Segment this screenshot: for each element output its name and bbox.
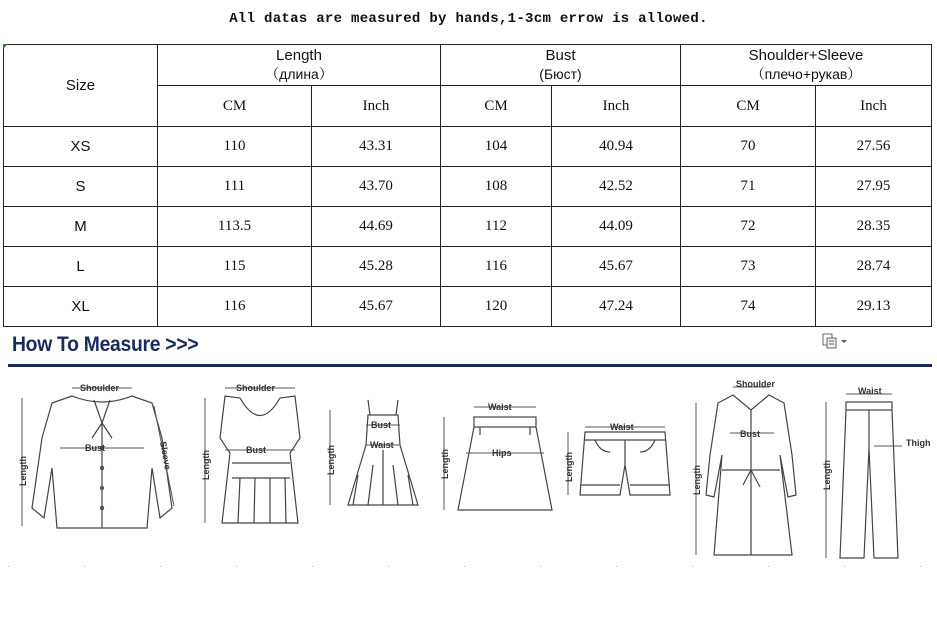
size-cell: XS	[4, 127, 158, 167]
tank-top-diagram	[190, 378, 310, 543]
bust-label: Bust	[246, 445, 266, 455]
length-label: Length	[18, 456, 28, 486]
value-cell: 44.69	[312, 207, 441, 247]
shoulder-label: Shoulder	[80, 383, 120, 393]
value-cell: 113.5	[158, 207, 312, 247]
length-label: Length	[201, 450, 211, 480]
bust-label: Bust	[85, 443, 105, 453]
length-subtitle: （длина）	[265, 66, 333, 82]
shoulder-sleeve-group-header	[681, 45, 932, 86]
dotted-guide	[8, 566, 932, 567]
value-cell: 45.67	[312, 287, 441, 327]
table-row	[4, 247, 932, 287]
value-cell: 47.24	[552, 287, 681, 327]
shoulder-label: Shoulder	[236, 383, 276, 393]
value-cell: 70	[681, 127, 816, 167]
table-row	[4, 127, 932, 167]
table-row	[4, 207, 932, 247]
trousers-diagram	[818, 378, 936, 573]
measurement-notice: All datas are measured by hands,1-3cm errow is allowed.	[229, 11, 708, 27]
value-cell: 28.35	[816, 207, 932, 247]
length-label: Length	[564, 452, 574, 482]
shoulder-sleeve-title: Shoulder+Sleeve	[748, 47, 864, 64]
unit-header: CM	[681, 86, 816, 127]
unit-header: Inch	[816, 86, 932, 127]
skirt-diagram	[436, 395, 556, 525]
length-label: Length	[326, 445, 336, 475]
value-cell: 43.70	[312, 167, 441, 207]
value-cell: 43.31	[312, 127, 441, 167]
bust-group-header	[441, 45, 681, 86]
value-cell: 104	[441, 127, 552, 167]
bust-subtitle: (Бюст)	[539, 66, 582, 82]
value-cell: 40.94	[552, 127, 681, 167]
value-cell: 115	[158, 247, 312, 287]
shoulder-label: Shoulder	[736, 379, 776, 389]
length-label: Length	[692, 465, 702, 495]
value-cell: 116	[158, 287, 312, 327]
value-cell: 27.56	[816, 127, 932, 167]
value-cell: 112	[441, 207, 552, 247]
section-divider	[8, 364, 932, 367]
value-cell: 116	[441, 247, 552, 287]
value-cell: 27.95	[816, 167, 932, 207]
waist-label: Waist	[858, 386, 882, 396]
waist-label: Waist	[610, 422, 634, 432]
dress-diagram	[318, 395, 433, 525]
value-cell: 45.28	[312, 247, 441, 287]
value-cell: 111	[158, 167, 312, 207]
value-cell: 28.74	[816, 247, 932, 287]
length-label: Length	[440, 449, 450, 479]
sleeve-label: Sleeve	[158, 440, 173, 471]
cell-corner-marker	[3, 44, 8, 49]
shoulder-sleeve-subtitle: （плечо+рукав）	[750, 66, 862, 82]
value-cell: 73	[681, 247, 816, 287]
bust-label: Bust	[371, 420, 391, 430]
table-row	[4, 287, 932, 327]
waist-label: Waist	[370, 440, 394, 450]
value-cell: 120	[441, 287, 552, 327]
value-cell: 74	[681, 287, 816, 327]
blouse-diagram	[12, 378, 192, 543]
size-chart-table	[3, 44, 932, 327]
size-cell: XL	[4, 287, 158, 327]
unit-header: Inch	[552, 86, 681, 127]
value-cell: 29.13	[816, 287, 932, 327]
shorts-diagram	[560, 410, 680, 515]
length-title: Length	[276, 47, 322, 64]
bust-title: Bust	[545, 47, 576, 64]
length-group-header	[158, 45, 441, 86]
unit-header: CM	[441, 86, 552, 127]
value-cell: 71	[681, 167, 816, 207]
value-cell: 72	[681, 207, 816, 247]
size-cell: S	[4, 167, 158, 207]
size-cell: L	[4, 247, 158, 287]
table-row	[4, 167, 932, 207]
hips-label: Hips	[492, 448, 512, 458]
unit-header: Inch	[312, 86, 441, 127]
paste-options-icon[interactable]	[822, 333, 848, 349]
value-cell: 110	[158, 127, 312, 167]
value-cell: 44.09	[552, 207, 681, 247]
unit-header: CM	[158, 86, 312, 127]
coat-diagram	[688, 375, 808, 570]
how-to-measure-title: How To Measure >>>	[12, 333, 199, 356]
length-label: Length	[822, 460, 832, 490]
bust-label: Bust	[740, 429, 760, 439]
waist-label: Waist	[488, 402, 512, 412]
value-cell: 108	[441, 167, 552, 207]
thigh-label: Thigh	[906, 438, 931, 448]
size-column-header: Size	[4, 45, 158, 127]
value-cell: 42.52	[552, 167, 681, 207]
size-cell: M	[4, 207, 158, 247]
value-cell: 45.67	[552, 247, 681, 287]
